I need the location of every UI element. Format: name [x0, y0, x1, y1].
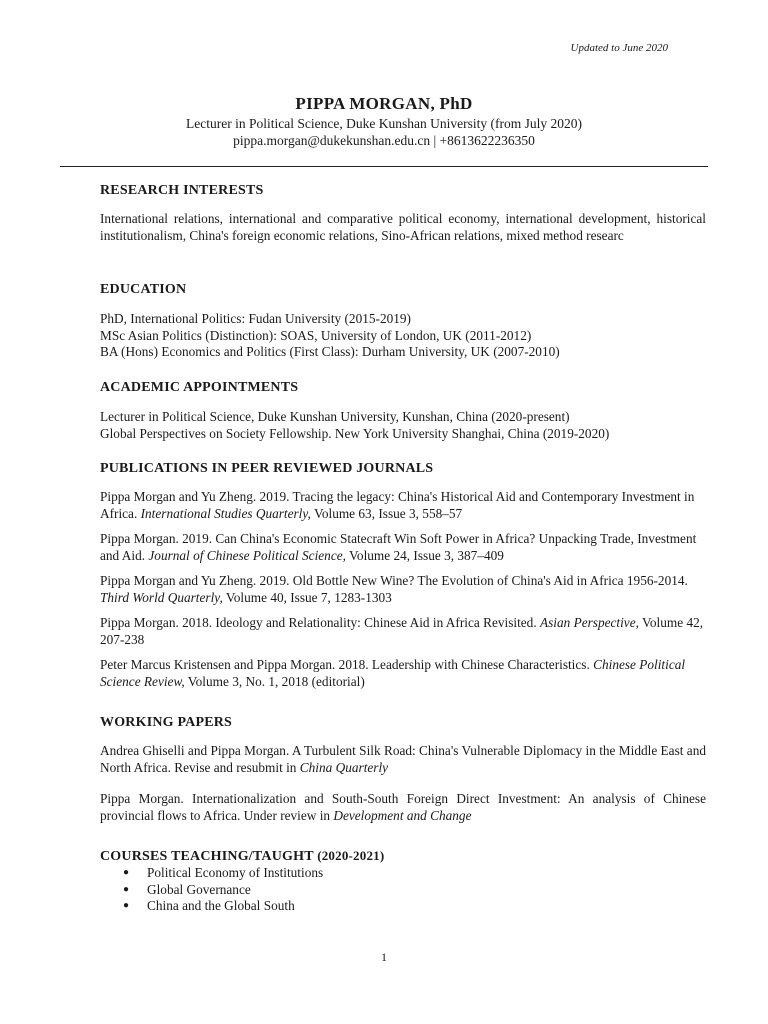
journal-name: Journal of Chinese Political Science, — [148, 547, 346, 563]
publication-item: Pippa Morgan. 2019. Can China's Economic Statecraft Win Soft Power in Africa? Unpacking Trade, Investment and Aid. Journal of Chinese Political Science, Volume 24, Issue 3, 387–409 — [100, 531, 697, 563]
bullet-icon: ● — [123, 867, 130, 878]
research-section — [100, 183, 706, 244]
courses-section — [100, 848, 706, 915]
bullet-icon: ● — [123, 900, 130, 911]
journal-name: China Quarterly — [299, 759, 389, 775]
publication-item: Pippa Morgan and Yu Zheng. 2019. Old Bottle New Wine? The Evolution of China's Aid in Africa 1956-2014. Third World Quarterly, Volume 40, Issue 7, 1283-1303 — [100, 573, 688, 605]
publications-section — [100, 461, 706, 690]
working-papers-heading: WORKING PAPERS — [100, 715, 233, 730]
appointment-item: Lecturer in Political Science, Duke Kunshan University, Kunshan, China (2020-present) — [100, 409, 570, 424]
page-number: 1 — [381, 950, 387, 964]
page-title: PIPPA MORGAN, PhD — [295, 94, 473, 113]
journal-name: Asian Perspective, — [539, 615, 639, 630]
list-item: ● Political Economy of Institutions — [123, 865, 324, 880]
bullet-icon: ● — [123, 883, 130, 895]
education-item: BA (Hons) Economics and Politics (First Class): Durham University, UK (2007-2010) — [100, 344, 560, 359]
list-item: ● China and the Global South — [123, 898, 295, 913]
journal-name: Development and Change — [333, 807, 472, 823]
appointments-heading: ACADEMIC APPOINTMENTS — [100, 380, 299, 395]
appointment-item: Global Perspectives on Society Fellowship. New York University Shanghai, China (2019-2020) — [100, 425, 610, 441]
working-papers-section — [100, 715, 706, 824]
appointments-section — [100, 380, 706, 442]
position-line: Lecturer in Political Science, Duke Kunshan University (from July 2020) — [186, 116, 582, 131]
journal-name: Chinese Political Science Review, — [100, 657, 686, 689]
courses-years: (2020-2021) — [317, 848, 385, 863]
education-heading: EDUCATION — [100, 282, 187, 297]
education-section — [100, 282, 706, 361]
publication-item: Pippa Morgan. 2018. Ideology and Relationality: Chinese Aid in Africa Revisited. Asian Perspective, Volume 42, 207-238 — [100, 615, 704, 647]
research-heading: RESEARCH INTERESTS — [100, 183, 264, 198]
education-item: PhD, International Politics: Fudan University (2015-2019) — [100, 311, 411, 326]
courses-heading: COURSES TEACHING/TAUGHT (2020-2021) — [100, 848, 385, 864]
updated-date: Updated to June 2020 — [570, 42, 668, 54]
header-divider — [60, 166, 708, 167]
publication-item: Pippa Morgan and Yu Zheng. 2019. Tracing the legacy: China's Historical Aid and Contemporary Investment in Africa. International Studies Quarterly, Volume 63, Issue 3, 558–57 — [100, 489, 695, 521]
working-paper-item: Pippa Morgan. Internationalization and South-South Foreign Direct Investment: An analysis of Chinese provincial flows to Africa. Under review in Development and Change — [100, 791, 706, 823]
working-paper-item: Andrea Ghiselli and Pippa Morgan. A Turbulent Silk Road: China's Vulnerable Diplomacy in the Middle East and North Africa. Revise and resubmit in China Quarterly — [100, 743, 706, 775]
journal-name: International Studies Quarterly, — [140, 505, 311, 521]
education-item: MSc Asian Politics (Distinction): SOAS, University of London, UK (2011-2012) — [100, 327, 532, 343]
journal-name: Third World Quarterly, — [100, 589, 223, 605]
contact-line: pippa.morgan@dukekunshan.edu.cn | +8613622236350 — [233, 133, 535, 148]
list-item: ● Global Governance — [123, 881, 251, 897]
courses-list — [100, 865, 706, 915]
publication-item: Peter Marcus Kristensen and Pippa Morgan. 2018. Leadership with Chinese Characteristics. Chinese Political Science Review, Volume 3, No. 1, 2018 (editorial) — [100, 657, 686, 689]
research-text: International relations, international and comparative political economy, international development, historical institutionalism, China's foreign economic relations, Sino-African relations, mixed method researc — [100, 211, 706, 243]
publications-heading: PUBLICATIONS IN PEER REVIEWED JOURNALS — [100, 461, 434, 476]
